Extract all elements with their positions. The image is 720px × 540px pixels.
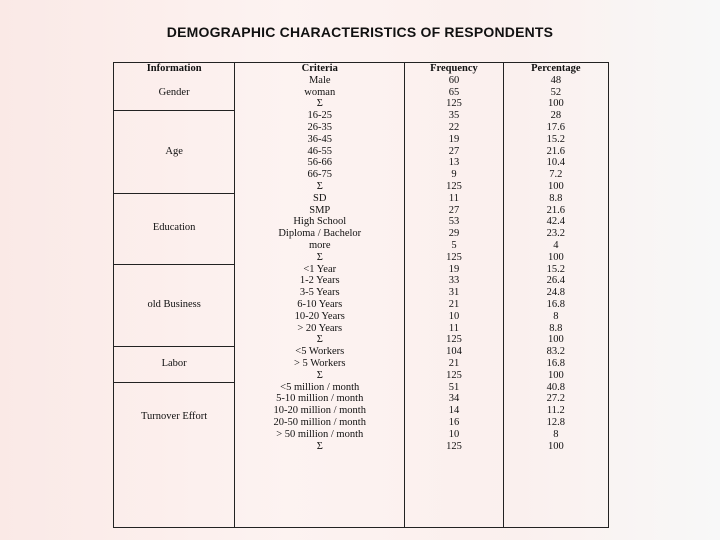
percentage-cell: 27.2: [546, 393, 565, 405]
criteria-cell: Σ: [316, 98, 323, 110]
percentage-cell: 15.2: [546, 263, 565, 275]
percentage-cell: 8.8: [549, 192, 563, 204]
criteria-cell: <1 Year: [303, 263, 337, 275]
criteria-cell: 56-66: [307, 157, 332, 169]
percentage-cell: 16.8: [546, 298, 565, 310]
frequency-cell: 125: [446, 251, 462, 263]
frequency-cell: 35: [448, 110, 460, 122]
percentage-cell: 16.8: [546, 357, 565, 369]
group-divider: [114, 264, 234, 265]
frequency-cell: 27: [448, 145, 460, 157]
criteria-cell: Male: [308, 74, 331, 86]
criteria-cell: 10-20 million / month: [273, 405, 366, 417]
frequency-cell: 19: [448, 263, 460, 275]
information-column: [114, 63, 235, 527]
group-label: Labor: [161, 357, 187, 369]
criteria-cell: <5 Workers: [295, 346, 345, 358]
criteria-cell: 66-75: [307, 169, 332, 181]
frequency-cell: 104: [446, 346, 462, 358]
frequency-cell: 10: [448, 310, 460, 322]
percentage-cell: 40.8: [546, 381, 565, 393]
criteria-cell: <5 million / month: [280, 381, 360, 393]
group-label: Age: [165, 145, 183, 157]
criteria-cell: 1-2 Years: [299, 275, 340, 287]
frequency-cell: 19: [448, 133, 460, 145]
group-divider: [114, 382, 234, 383]
percentage-cell: 52: [550, 86, 562, 98]
percentage-cell: 100: [547, 334, 564, 346]
group-divider: [114, 193, 234, 194]
page-title: DEMOGRAPHIC CHARACTERISTICS OF RESPONDENTS: [166, 24, 554, 40]
criteria-cell: 3-5 Years: [299, 287, 340, 299]
criteria-cell: 26-35: [307, 121, 332, 133]
percentage-cell: 100: [547, 180, 564, 192]
frequency-cell: 11: [448, 322, 459, 334]
percentage-cell: 8: [553, 310, 559, 322]
header-criteria: Criteria: [301, 63, 338, 74]
criteria-cell: Σ: [316, 440, 323, 452]
criteria-cell: Σ: [316, 334, 323, 346]
criteria-cell: > 20 Years: [297, 322, 343, 334]
group-divider: [114, 346, 234, 347]
frequency-cell: 22: [448, 121, 460, 133]
percentage-cell: 48: [550, 74, 562, 86]
frequency-cell: 5: [451, 239, 457, 251]
percentage-cell: 21.6: [546, 145, 565, 157]
percentage-cell: 28: [550, 110, 562, 122]
percentage-cell: 15.2: [546, 133, 565, 145]
criteria-cell: Diploma / Bachelor: [278, 228, 362, 240]
percentage-cell: 17.6: [546, 121, 565, 133]
percentage-cell: 83.2: [546, 346, 565, 358]
criteria-cell: Σ: [316, 180, 323, 192]
frequency-cell: 11: [448, 192, 459, 204]
percentage-cell: 10.4: [546, 157, 565, 169]
percentage-cell: 11.2: [546, 405, 565, 417]
criteria-column: [235, 63, 405, 527]
criteria-cell: SD: [313, 192, 327, 204]
group-label: old Business: [147, 298, 201, 310]
criteria-cell: 20-50 million / month: [273, 416, 366, 428]
criteria-cell: 5-10 million / month: [276, 393, 364, 405]
frequency-cell: 125: [446, 334, 462, 346]
header-information: Information: [146, 63, 202, 74]
criteria-cell: 10-20 Years: [294, 310, 345, 322]
criteria-cell: High School: [293, 216, 347, 228]
percentage-cell: 8.8: [549, 322, 563, 334]
percentage-cell: 100: [547, 440, 564, 452]
percentage-cell: 7.2: [549, 169, 563, 181]
frequency-cell: 125: [446, 98, 462, 110]
frequency-cell: 125: [446, 180, 462, 192]
demographics-table: [113, 62, 609, 528]
frequency-cell: 33: [448, 275, 460, 287]
criteria-cell: > 50 million / month: [276, 428, 364, 440]
frequency-cell: 29: [448, 228, 460, 240]
frequency-cell: 65: [448, 86, 460, 98]
frequency-cell: 125: [446, 369, 462, 381]
criteria-cell: woman: [304, 86, 336, 98]
criteria-cell: more: [308, 239, 331, 251]
frequency-cell: 21: [448, 298, 460, 310]
group-label: Gender: [158, 86, 190, 98]
criteria-cell: Σ: [316, 251, 323, 263]
percentage-cell: 100: [547, 369, 564, 381]
percentage-cell: 24.8: [546, 287, 565, 299]
percentage-cell: 23.2: [546, 228, 565, 240]
criteria-cell: Σ: [316, 369, 323, 381]
criteria-cell: 36-45: [307, 133, 332, 145]
criteria-cell: 6-10 Years: [297, 298, 343, 310]
criteria-cell: SMP: [309, 204, 331, 216]
frequency-cell: 16: [448, 416, 460, 428]
percentage-cell: 12.8: [546, 416, 565, 428]
criteria-cell: 16-25: [307, 110, 332, 122]
frequency-cell: 34: [448, 393, 460, 405]
percentage-column: [504, 63, 608, 527]
frequency-cell: 51: [448, 381, 460, 393]
header-frequency: Frequency: [430, 63, 478, 74]
percentage-cell: 26.4: [546, 275, 565, 287]
criteria-cell: 46-55: [307, 145, 332, 157]
percentage-cell: 21.6: [546, 204, 565, 216]
frequency-column: [405, 63, 503, 527]
percentage-cell: 100: [547, 98, 564, 110]
frequency-cell: 9: [451, 169, 457, 181]
percentage-cell: 8: [553, 428, 559, 440]
header-percentage: Percentage: [531, 63, 581, 74]
group-divider: [114, 110, 234, 111]
frequency-cell: 10: [448, 428, 460, 440]
frequency-cell: 53: [448, 216, 460, 228]
frequency-cell: 14: [448, 405, 460, 417]
group-label: Education: [152, 222, 196, 234]
frequency-cell: 21: [448, 357, 460, 369]
frequency-cell: 125: [446, 440, 462, 452]
percentage-cell: 100: [547, 251, 564, 263]
frequency-cell: 31: [448, 287, 460, 299]
criteria-cell: > 5 Workers: [293, 357, 346, 369]
frequency-cell: 60: [448, 74, 460, 86]
percentage-cell: 42.4: [546, 216, 565, 228]
percentage-cell: 4: [553, 239, 559, 251]
frequency-cell: 13: [448, 157, 460, 169]
group-label: Turnover Effort: [141, 411, 208, 422]
frequency-cell: 27: [448, 204, 460, 216]
